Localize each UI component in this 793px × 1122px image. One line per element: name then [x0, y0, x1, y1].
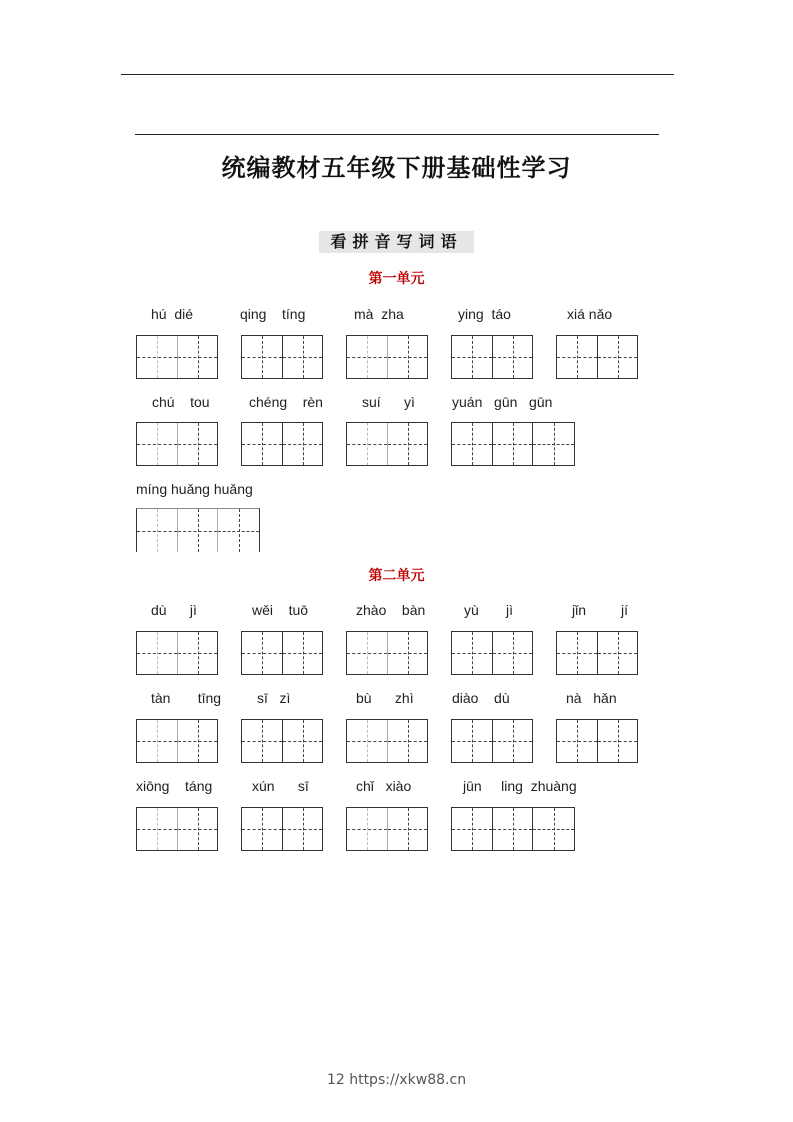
writing-grid[interactable] [451, 719, 533, 763]
writing-grid[interactable] [451, 631, 533, 675]
writing-grid[interactable] [451, 422, 575, 466]
writing-grid[interactable] [241, 335, 323, 379]
top-rule [121, 74, 674, 75]
pinyin-label: hú dié [151, 306, 194, 322]
pinyin-label: nà hǎn [566, 690, 617, 706]
pinyin-label: tàn tīng [151, 690, 222, 706]
pinyin-label: jūn ling zhuàng [463, 778, 577, 794]
writing-grid[interactable] [241, 422, 323, 466]
pinyin-label: zhào bàn [356, 602, 426, 618]
writing-grid[interactable] [556, 335, 638, 379]
pinyin-label: xiá nǎo [567, 306, 613, 322]
pinyin-label: chǐ xiào [356, 778, 412, 794]
writing-grid[interactable] [136, 335, 218, 379]
writing-grid[interactable] [346, 807, 428, 851]
pinyin-label: diào dù [452, 690, 510, 706]
writing-grid[interactable] [136, 719, 218, 763]
page-title: 统编教材五年级下册基础性学习 [221, 154, 572, 182]
pinyin-label: qing tíng [240, 306, 306, 322]
pinyin-label: sī zì [257, 690, 291, 706]
pinyin-label: wěi tuō [252, 602, 309, 618]
pinyin-label: míng huǎng huǎng [136, 481, 253, 497]
pinyin-label: xiōng táng [136, 778, 213, 794]
pinyin-label: dù jì [151, 602, 197, 618]
writing-grid[interactable] [241, 631, 323, 675]
pinyin-label: jǐn jí [572, 602, 629, 618]
writing-grid[interactable] [136, 631, 218, 675]
pinyin-label: suí yì [362, 394, 415, 410]
pinyin-label: xún sī [252, 778, 309, 794]
pinyin-label: chéng rèn [249, 394, 323, 410]
writing-grid[interactable] [346, 719, 428, 763]
writing-grid[interactable] [136, 422, 218, 466]
writing-grid[interactable] [136, 807, 218, 851]
writing-grid[interactable] [241, 807, 323, 851]
writing-grid[interactable] [451, 335, 533, 379]
writing-grid[interactable] [136, 508, 260, 552]
writing-grid[interactable] [346, 422, 428, 466]
pinyin-label: yù jì [464, 602, 514, 618]
page-footer: 12 https://xkw88.cn [326, 1072, 467, 1088]
pinyin-label: bù zhì [356, 690, 414, 706]
pinyin-label: chú tou [152, 394, 210, 410]
unit-2-label: 第二单元 [368, 568, 425, 584]
writing-grid[interactable] [451, 807, 575, 851]
section-title: 看拼音写词语 [319, 231, 474, 253]
pinyin-label: yuán gūn gūn [452, 394, 553, 410]
unit-1-label: 第一单元 [368, 271, 425, 287]
pinyin-label: ying táo [458, 306, 511, 322]
writing-grid[interactable] [556, 719, 638, 763]
title-rule [135, 134, 659, 135]
writing-grid[interactable] [346, 335, 428, 379]
writing-grid[interactable] [346, 631, 428, 675]
writing-grid[interactable] [556, 631, 638, 675]
pinyin-label: mà zha [354, 306, 404, 322]
writing-grid[interactable] [241, 719, 323, 763]
